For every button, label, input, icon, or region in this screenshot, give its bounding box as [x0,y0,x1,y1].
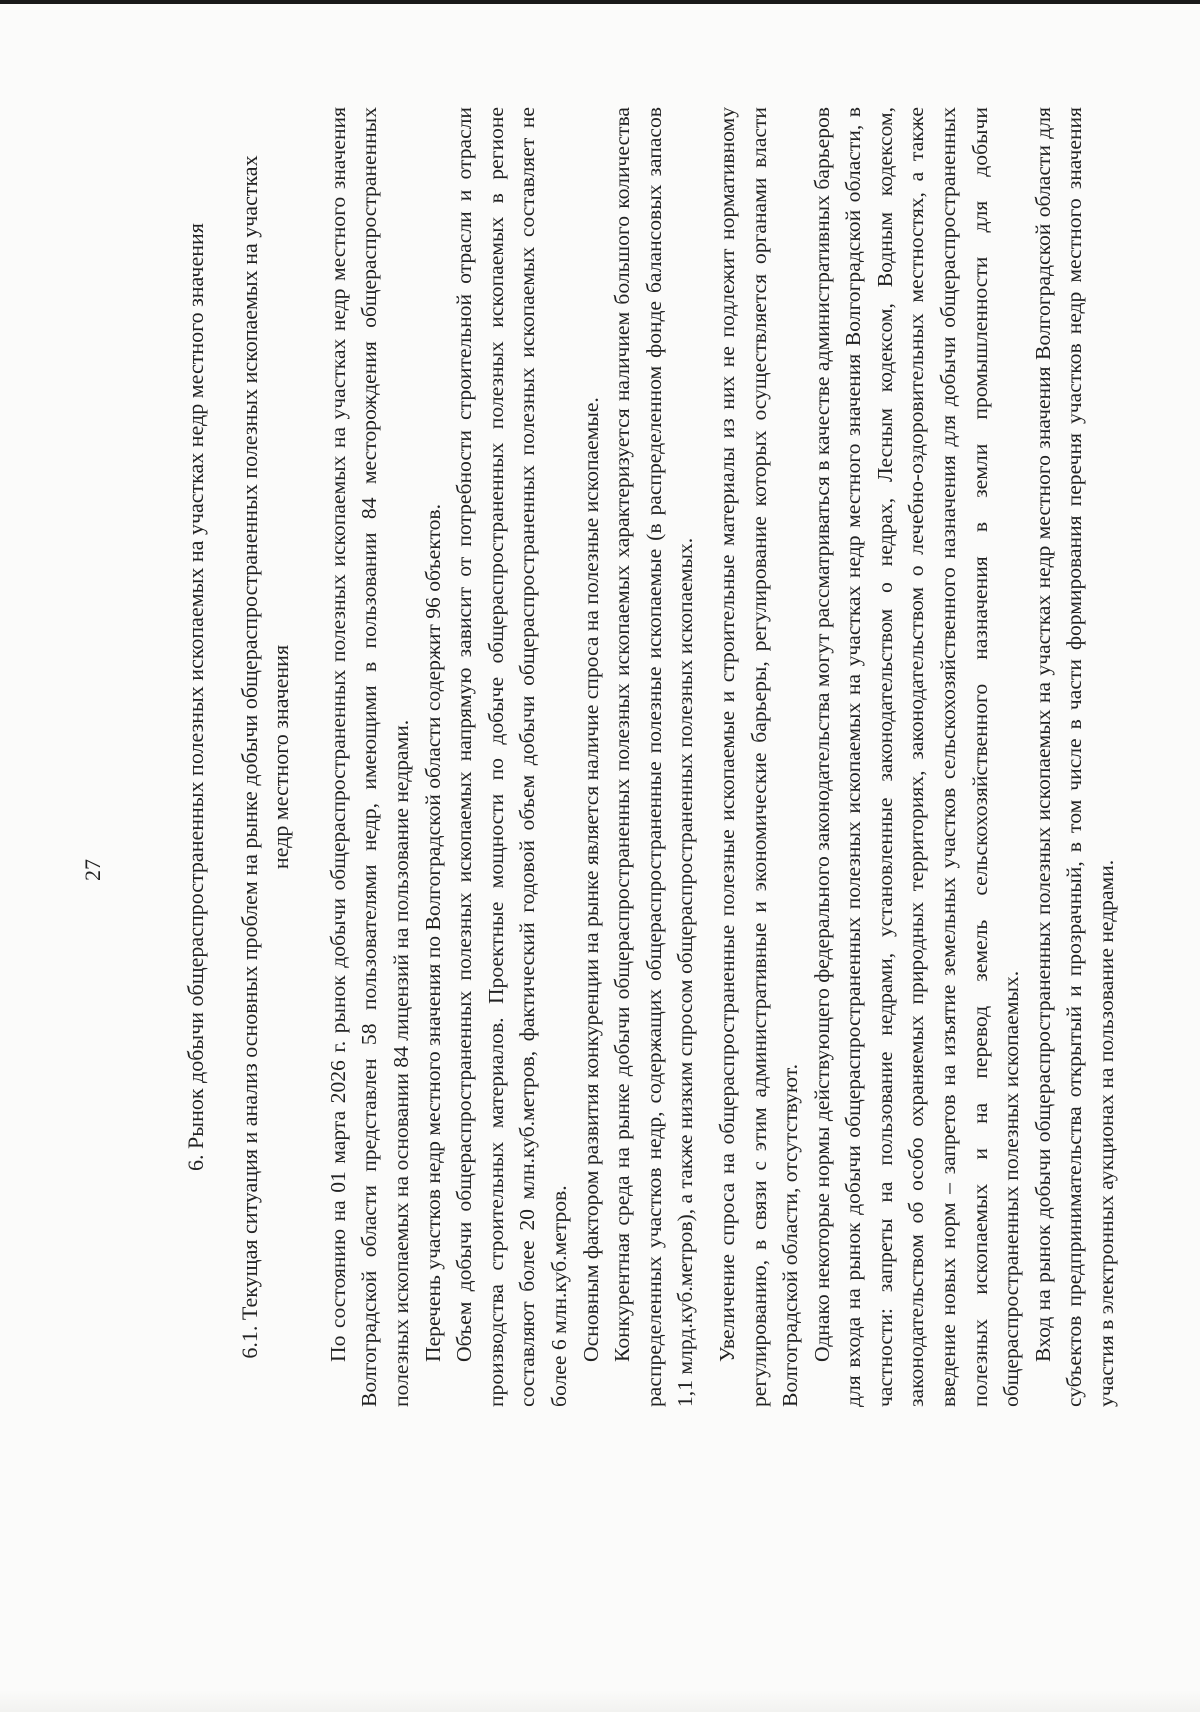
paragraph: Основным фактором развития конкуренции на рынке является наличие спроса на полезные ископаемые. [578,397,603,1362]
page-number: 27 [80,859,105,881]
paragraph: Однако некоторые нормы действующего федерального законодательства могут рассматриваться в качестве административных барьеров для входа на рынок добычи общераспространенных полезных ископаемых на участках недр местного значения Волгоградской области, в частности: запреты на пользование недрами, установленные законодательством о недрах, Лесным кодексом, Водным кодексом, законодательством об особо охраняемых природных территориях, законодательством о лечебно-оздоровительных местностях, а также введение новых норм – запретов на изъятие земельных участков сельскохозяйственного назначения для добычи общераспространенных полезных ископаемых и на перевод земель сельскохозяйственного назначения в земли промышленности для добычи общераспространенных полезных ископаемых. [809,107,1024,1407]
paragraph: Вход на рынок добычи общераспространенных полезных ископаемых на участках недр местного значения Волгоградской области для субъектов предпринимательства открытый и прозрачный, в том числе в части формирования перечня участков недр местного значения участия в электронных аукционах на пользование недрами. [1030,107,1119,1407]
subsection-title: 6.1. Текущая ситуация и анализ основных проблем на рынке добычи общераспространенных полезных ископаемых на участках недр местного значения [236,155,294,1359]
paragraph: Увеличение спроса на общераспространенные полезные ископаемые и строительные материалы из них не подлежит нормативному регулированию, в связи с этим административные и экономические барьеры, регулирование которых осуществляется органами власти Волгоградской области, отсутствуют. [714,107,803,1407]
section-title: 6. Рынок добычи общераспространенных полезных ископаемых на участках недр местного значения [183,223,208,1171]
document-body [180,107,1123,1407]
paragraph: По состоянию на 01 марта 2026 г. рынок добычи общераспространенных полезных ископаемых на участках недр местного значения Волгоградской области представлен 58 пользователями недр, имеющими в пользовании 84 месторождения общераспространенных полезных ископаемых на основании 84 лицензий на пользование недрами. [325,107,413,1407]
paragraph-gap [702,107,712,1407]
paragraph: Объем добычи общераспространенных полезных ископаемых напрямую зависит от потребности строительной отрасли и отрасли производства строительных материалов. Проектные мощности по добыче общераспространенных полезных ископаемых в регионе составляют более 20 млн.куб.метров, фактический годовой объем добычи общераспространенных полезных ископаемых составляет не более 6 млн.куб.метров. [452,107,571,1407]
scan-bottom-edge [0,1690,1200,1712]
paragraph: Перечень участков недр местного значения по Волгоградской области содержит 96 объектов. [420,504,445,1362]
paragraph: Конкурентная среда на рынке добычи общераспространенных полезных ископаемых характеризуется наличием большого количества распределенных участков недр, содержащих общераспространенные полезные ископаемые (в распределенном фонде балансовых запасов 1,1 млрд.куб.метров), а также низким спросом общераспространенных полезных ископаемых. [610,107,698,1407]
